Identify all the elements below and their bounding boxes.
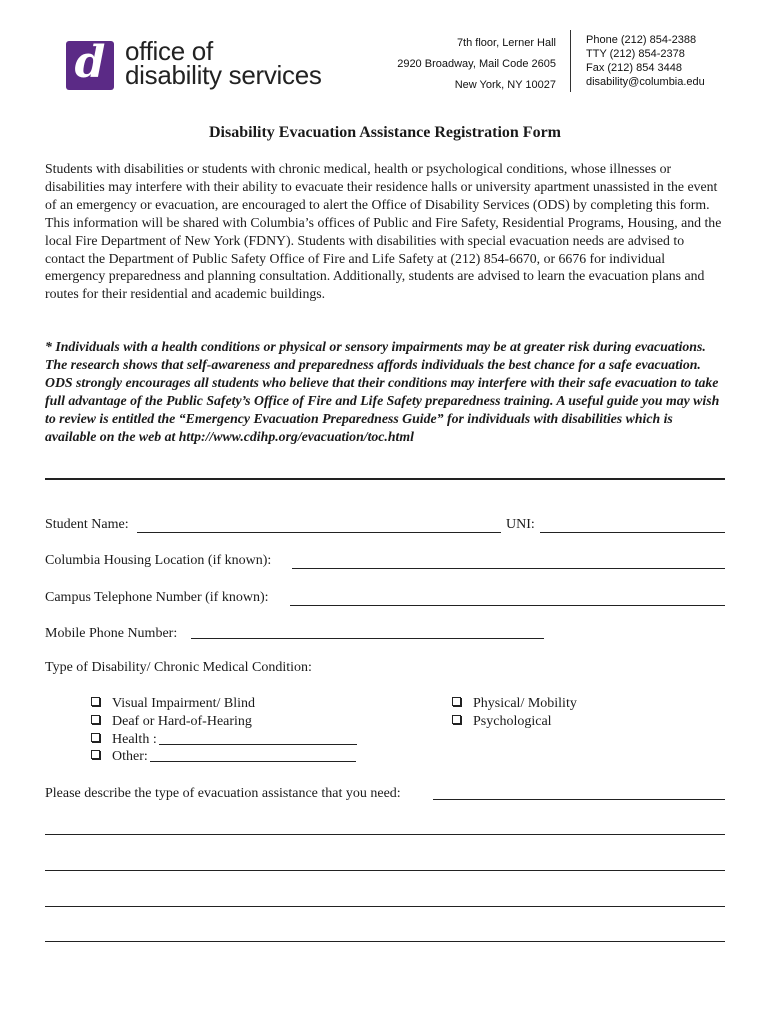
uni-field[interactable]: [540, 532, 725, 533]
checkbox-label: Health :: [112, 732, 157, 747]
checkbox-physical-mobility[interactable]: [452, 695, 577, 713]
address-line: 7th floor, Lerner Hall: [456, 37, 556, 49]
checkbox-icon[interactable]: [452, 697, 461, 706]
other-field[interactable]: [150, 761, 356, 762]
assistance-line[interactable]: [45, 941, 725, 942]
contact-email: disability@columbia.edu: [586, 76, 705, 88]
ods-logo-icon: [66, 37, 114, 90]
mobile-phone-field[interactable]: [191, 638, 544, 639]
checkbox-label: Other:: [112, 749, 148, 764]
assistance-line[interactable]: [45, 834, 725, 835]
health-field[interactable]: [159, 744, 357, 745]
checkbox-label: Physical/ Mobility: [473, 696, 577, 711]
disability-type-label: Type of Disability/ Chronic Medical Condition:: [45, 660, 312, 675]
checkbox-icon[interactable]: [91, 697, 100, 706]
checkbox-health[interactable]: [91, 731, 357, 749]
checkbox-psychological[interactable]: [452, 713, 552, 731]
section-divider: [45, 478, 725, 480]
logo-wordmark: [125, 36, 322, 90]
checkbox-deaf-hard-of-hearing[interactable]: [91, 713, 252, 731]
mobile-phone-label: Mobile Phone Number:: [45, 626, 178, 641]
contact-phone: Phone (212) 854-2388: [586, 34, 697, 46]
logo-line-1: office of: [125, 36, 213, 66]
address-line: New York, NY 10027: [454, 79, 556, 91]
assistance-line[interactable]: [45, 870, 725, 871]
uni-label: UNI:: [506, 517, 535, 532]
campus-phone-label: Campus Telephone Number (if known):: [45, 590, 269, 605]
logo-letter: d: [74, 37, 106, 88]
checkbox-icon[interactable]: [452, 715, 461, 724]
office-address: [380, 33, 556, 96]
assistance-field[interactable]: [433, 799, 725, 800]
page-title: Disability Evacuation Assistance Registration Form: [209, 124, 561, 141]
preparedness-note: * Individuals with a health conditions or physical or sensory impairments may be at greater risk during evacuations. The research shows that self-awareness and preparedness affords individuals the best chance for a safe evacuation. ODS strongly encourages all students who believe that their conditions may interfere with their safe evacuation to take full advantage of the Public Safety’s Office of Fire and Life Safety preparedness training. A useful guide you may wish to review is entitled the “Emergency Evacuation Preparedness Guide” for individuals with disabilities which is available on the web at http://www.cdihp.org/evacuation/toc.html: [45, 339, 720, 444]
housing-field[interactable]: [292, 568, 725, 569]
checkbox-visual-impairment[interactable]: [91, 695, 255, 713]
checkbox-label: Deaf or Hard-of-Hearing: [112, 714, 252, 729]
housing-label: Columbia Housing Location (if known):: [45, 553, 272, 568]
checkbox-label: Psychological: [473, 714, 552, 729]
intro-paragraph: Students with disabilities or students with chronic medical, health or psychological conditions, whose illnesses or disabilities may interfere with their ability to evacuate their residence halls or university apartment unassisted in the event of an emergency or evacuation, are encouraged to alert the Office of Disability Services (ODS) by completing this form. This information will be shared with Columbia’s offices of Public and Fire Safety, Residential Programs, Housing, and the local Fire Department of New York (FDNY). Students with disabilities with special evacuation needs are advised to contact the Department of Public Safety Office of Fire and Life Safety at (212) 854-6670, or 6676 for individual emergency preparedness and planning consultation. Additionally, students are advised to learn the evacuation plans and routes for their residential and academic buildings.: [45, 161, 722, 302]
checkbox-icon[interactable]: [91, 750, 100, 759]
header-divider: [570, 30, 571, 92]
assistance-label: Please describe the type of evacuation assistance that you need:: [45, 786, 401, 801]
office-contact: [586, 33, 705, 89]
checkbox-label: Visual Impairment/ Blind: [112, 696, 256, 711]
campus-phone-field[interactable]: [290, 605, 725, 606]
checkbox-icon[interactable]: [91, 733, 100, 742]
student-name-field[interactable]: [137, 532, 501, 533]
logo-line-2: disability services: [125, 60, 322, 90]
address-line: 2920 Broadway, Mail Code 2605: [397, 58, 556, 70]
student-name-label: Student Name:: [45, 517, 129, 532]
checkbox-other[interactable]: [91, 748, 356, 766]
contact-tty: TTY (212) 854-2378: [586, 48, 685, 60]
checkbox-icon[interactable]: [91, 715, 100, 724]
assistance-line[interactable]: [45, 906, 725, 907]
contact-fax: Fax (212) 854 3448: [586, 62, 683, 74]
